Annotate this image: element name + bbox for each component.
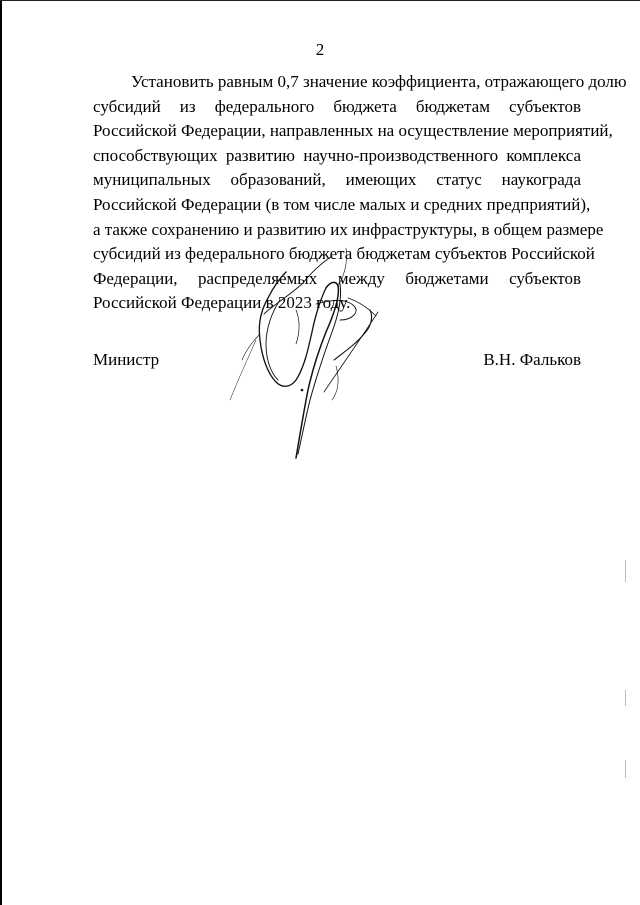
paragraph-line: муниципальных образований, имеющих статус наукограда xyxy=(93,170,581,190)
paragraph-line: Российской Федерации (в том числе малых и средних предприятий), xyxy=(93,194,591,214)
signatory-name: В.Н. Фальков xyxy=(483,350,581,369)
paragraph-line: а также сохранению и развитию их инфраструктуры, в общем размере xyxy=(93,219,604,239)
paragraph-line: способствующих развитию научно-производственного комплекса xyxy=(93,145,581,165)
scan-edge-mark xyxy=(625,690,626,706)
scan-edge-mark xyxy=(625,560,626,582)
paragraph-line: Установить равным 0,7 значение коэффициента, отражающего долю xyxy=(131,72,627,91)
paragraph-line: Российской Федерации в 2023 году. xyxy=(93,293,351,313)
page-number: 2 xyxy=(315,40,325,59)
handwritten-signature xyxy=(220,240,400,470)
page-edge-top xyxy=(0,0,640,1)
paragraph-line: Российской Федерации, направленных на осуществление мероприятий, xyxy=(93,121,613,141)
page-edge-left xyxy=(0,0,2,905)
paragraph-line: Федерации, распределяемых между бюджетами субъектов xyxy=(93,268,581,288)
scan-edge-mark xyxy=(625,760,626,778)
paragraph-line: субсидий из федерального бюджета бюджетам субъектов Российской xyxy=(93,244,595,264)
paragraph-line: субсидий из федерального бюджета бюджетам субъектов xyxy=(93,96,581,116)
signatory-title: Министр xyxy=(93,350,160,369)
